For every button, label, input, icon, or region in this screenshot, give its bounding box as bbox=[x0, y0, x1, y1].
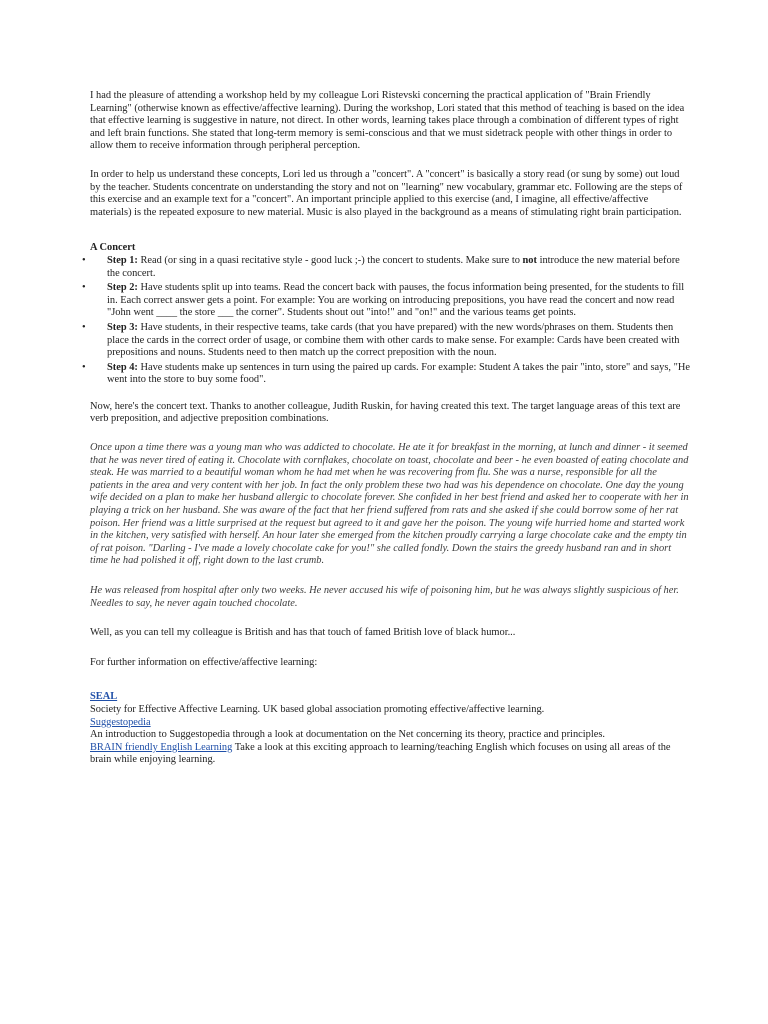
step-emphasis: not bbox=[522, 254, 537, 266]
bullet-icon: • bbox=[82, 254, 86, 266]
bullet-icon: • bbox=[82, 321, 86, 333]
brain-friendly-entry bbox=[90, 742, 690, 767]
seal-link[interactable]: SEAL bbox=[90, 691, 118, 703]
story-paragraph-1: Once upon a time there was a young man who was addicted to chocolate. He ate it for breakfast in the morning, at lunch and dinner - it seemed that he was never tired of eating it. Chocolate with cornflakes, chocolate on toast, chocolate and beer - he even boasted of eating chocolate and steak. He was married to a beautiful woman whom he had met when he was recovering from flu. She was a nurse, responsible for all the patients in the area and very content with her job. In fact the only problem these two had was his dependence on chocolate. One day the young wife decided on a plan to make her husband allergic to chocolate forever. She confided in her best friend and asked her to cooperate with her in playing a trick on her husband. She was aware of the fact that her friend suffered from rats and she asked if she could borrow some of her rat poison. Her friend was a little surprised at the request but agreed to it and gave her the poison. The young wife hurried home and started work in the kitchen, very satisfied with herself. An hour later she emerged from the kitchen proudly carrying a large chocolate cake and the empty tin of rat poison. "Darling - I've made a lovely chocolate cake for you!" she called fondly. Down the stairs the greedy husband ran and in short time he had polished it off, right down to the last crumb. bbox=[90, 442, 689, 567]
step-label: Step 3: bbox=[107, 321, 138, 333]
step-item-2 bbox=[82, 282, 690, 320]
brain-friendly-link[interactable]: BRAIN friendly English Learning bbox=[90, 741, 233, 753]
resource-links bbox=[90, 691, 690, 767]
step-label: Step 1: bbox=[107, 254, 138, 266]
section-heading-concert: A Concert bbox=[90, 242, 136, 254]
seal-description: Society for Effective Affective Learning. UK based global association promoting effective/affective learning. bbox=[90, 703, 545, 715]
bullet-icon: • bbox=[82, 361, 86, 373]
article-body bbox=[82, 90, 690, 767]
step-text: Have students split up into teams. Read the concert back with pauses, the focus information being presented, for the students to fill in. Each correct answer gets a point. For example: You are working on introducing prepositions, you have read the concert and now read "John went ____ the store ___ the corner". Students shout out "into!" and "on!" and the various teams get points. bbox=[107, 282, 685, 319]
step-text: introduce the new material before the concert. bbox=[107, 254, 680, 279]
step-text: Have students, in their respective teams, take cards (that you have prepared) with the new words/phrases on them. Students then place the cards in the correct order of usage, or combine them with other cards to make sense. For example: Cards have been created with prepositions and nouns. Students need to then match up the correct preposition with the noun. bbox=[107, 321, 680, 359]
further-info-paragraph: For further information on effective/affective learning: bbox=[90, 656, 318, 668]
steps-list bbox=[82, 254, 690, 387]
intro-paragraph: I had the pleasure of attending a workshop held by my colleague Lori Ristevski concerning the practical application of "Brain Friendly Learning" (otherwise known as effective/affective learning). During the workshop, Lori stated that this method of teaching is based on the idea that effective learning is suggestive in nature, not direct. In other words, learning takes place through a combination of different types of right and left brain functions. She stated that long-term memory is semi-conscious and that we must sidetrack people with other things in order to allow them to receive information through peripheral perception. bbox=[90, 90, 685, 152]
suggestopedia-description: An introduction to Suggestopedia through a look at documentation on the Net concerning its theory, practice and principles. bbox=[90, 729, 605, 741]
brain-friendly-description: Take a look at this exciting approach to learning/teaching English which focuses on using all areas of the brain while enjoying learning. bbox=[90, 741, 671, 766]
step-label: Step 4: bbox=[107, 361, 138, 373]
step-item-4 bbox=[82, 361, 690, 387]
step-item-1 bbox=[82, 254, 690, 280]
step-text: Have students make up sentences in turn using the paired up cards. For example: Student A takes the pair "into, store" and says, "He went into the store to buy some food". bbox=[107, 361, 690, 386]
seal-entry bbox=[90, 691, 690, 704]
step-text: Read (or sing in a quasi recitative style - good luck ;-) the concert to students. Make sure to bbox=[137, 254, 523, 266]
step-item-3 bbox=[82, 321, 690, 360]
concert-intro-paragraph: In order to help us understand these concepts, Lori led us through a "concert". A "concert" is basically a story read (or sung by some) out loud by the teacher. Students concentrate on understanding the story and not on "learning" new vocabulary, grammar etc. Following are the steps of this exercise and an example text for a "concert". An important principle applied to this exercise (and, I imagine, all effective/affective materials) is the repeated exposure to new material. Music is also played in the background as a means of stimulating right brain participation. bbox=[90, 168, 683, 218]
humor-paragraph: Well, as you can tell my colleague is British and has that touch of famed British love of black humor... bbox=[90, 627, 516, 639]
step-label: Step 2: bbox=[107, 282, 138, 294]
suggestopedia-link[interactable]: Suggestopedia bbox=[90, 716, 151, 728]
concert-text-intro: Now, here's the concert text. Thanks to another colleague, Judith Ruskin, for having created this text. The target language areas of this text are verb preposition, and adjective preposition combinations. bbox=[90, 400, 681, 425]
bullet-icon: • bbox=[82, 282, 86, 294]
story-paragraph-2: He was released from hospital after only two weeks. He never accused his wife of poisoning him, but he was always slightly suspicious of her. Needles to say, he never again touched chocolate. bbox=[90, 585, 679, 609]
suggestopedia-entry bbox=[90, 717, 690, 730]
